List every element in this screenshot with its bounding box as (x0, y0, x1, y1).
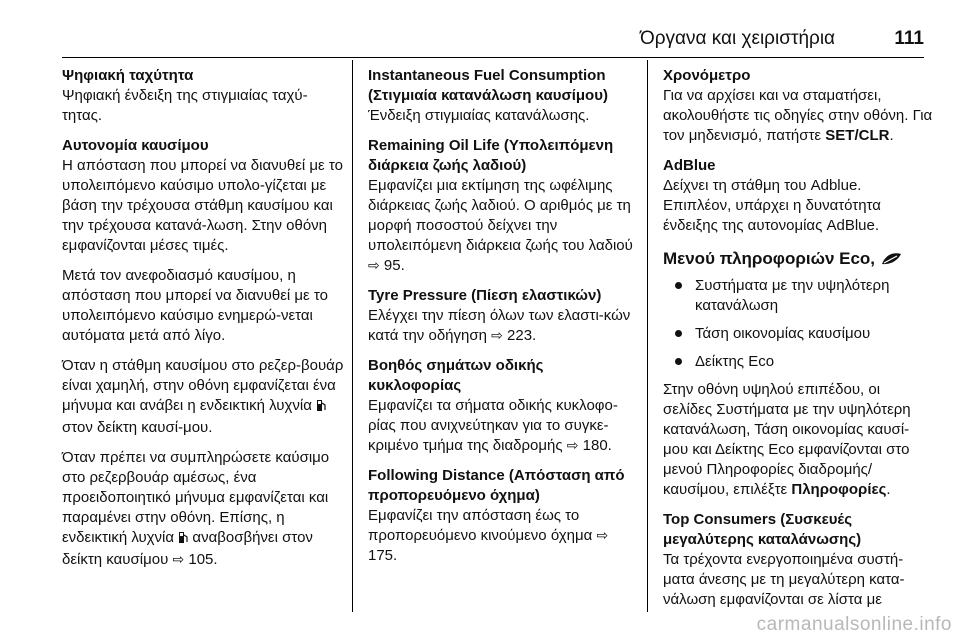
paragraph: Στην οθόνη υψηλού επιπέδου, οι σελίδες Συστήματα με την υψηλότερη κατανάλωση, Τάση οικονομίας καυσί-μου και Δείκτης Eco εμφανίζονται στο μενού Πληροφορίες διαδρομής/ καυσίμου, επιλέξτε Πληροφορίες. (663, 381, 911, 498)
paragraph-low-fuel (62, 356, 346, 438)
paragraph: Δείχνει τη στάθμη του Adblue. Επιπλέον, υπάρχει η δυνατότητα ένδειξης της αυτονομίας AdBlue. (663, 177, 881, 234)
heading-following-distance: Following Distance (Απόσταση από προπορευόμενο όχημα) (368, 467, 625, 504)
page-reference-icon: ⇨ (596, 528, 609, 544)
paragraph (368, 176, 640, 276)
paragraph (368, 396, 640, 456)
list-item (663, 352, 933, 372)
page-reference[interactable]: 95. (383, 257, 405, 274)
paragraph-text: Εμφανίζει την απόσταση έως το προπορευόμενο κινούμενο όχημα (368, 507, 593, 544)
paragraph-text: Όταν πρέπει να συμπληρώσετε καύσιμο στο ρεζερβουάρ αμέσως, ένα προειδοποιητικό μήνυμα εμφανίζεται και παραμένει στην οθόνη. Επίσης, η ενδεικτική λυχνία (62, 449, 330, 546)
paragraph (368, 506, 640, 566)
paragraph: Τα τρέχοντα ενεργοποιημένα συστή-ματα άνεσης με τη μεγαλύτερη κατα-νάλωση εμφανίζονται σε λίστα με (663, 551, 905, 608)
heading-stopwatch: Χρονόμετρο (663, 67, 751, 84)
heading-oil-life: Remaining Oil Life (Υπολειπόμενη διάρκεια ζωής λαδιού) (368, 137, 614, 174)
section-heading-text: Μενού πληροφοριών Eco, (663, 249, 876, 268)
column-1 (62, 66, 346, 570)
eco-leaf-icon (880, 250, 902, 272)
list-item (663, 324, 933, 344)
paragraph-text: Στην οθόνη υψηλού επιπέδου, οι σελίδες Συστήματα με την υψηλότερη κατανάλωση, Τάση οικονομίας καυσί-μου και Δείκτης Eco εμφανίζονται στο μενού Πληροφορίες διαδρομής/ καυσίμου, επιλέξτε (663, 381, 911, 498)
bullet-icon (675, 358, 682, 365)
paragraph: Ψηφιακή ένδειξη της στιγμιαίας ταχύ-τητας. (62, 87, 308, 124)
paragraph: Για να αρχίσει και να σταματήσει, ακολουθήστε τις οδηγίες στην οθόνη. Για τον μηδενισμό, πατήστε SET/CLR. (663, 87, 933, 144)
page-reference[interactable]: 180. (582, 437, 612, 454)
page-number: 111 (894, 28, 924, 49)
list-item-text: Συστήματα με την υψηλότερη κατανάλωση (695, 277, 890, 314)
list-item-text: Τάση οικονομίας καυσίμου (695, 325, 871, 342)
heading-traffic-sign-assistant: Βοηθός σημάτων οδικής κυκλοφορίας (368, 357, 544, 394)
column-2 (368, 66, 640, 566)
paragraph-text: αναβοσβήνει στον δείκτη καυσίμου (62, 529, 313, 568)
page-reference-icon: ⇨ (491, 328, 503, 344)
bullet-icon (675, 330, 682, 337)
heading-top-consumers: Top Consumers (Συσκευές μεγαλύτερης καταλάνωσης) (663, 511, 862, 548)
column-3 (663, 66, 933, 610)
page-reference[interactable]: 175. (368, 547, 398, 564)
column-divider (647, 60, 648, 612)
paragraph: Μετά τον ανεφοδιασμό καυσίμου, η απόσταση που μπορεί να διανυθεί με το υπολειπόμενο καύσιμο ενημερώ-νεται αυτόματα μετά από λίγο. (62, 267, 328, 344)
heading-adblue: AdBlue (663, 157, 716, 174)
heading-instant-consumption: Instantaneous Fuel Consumption (Στιγμιαία κατανάλωση καυσίμου) (368, 67, 608, 104)
fuel-pump-icon (178, 530, 188, 550)
paragraph-refuel (62, 448, 346, 570)
page-reference[interactable]: 105. (188, 551, 218, 568)
bullet-icon (675, 282, 682, 289)
watermark: carmanualsonline.info (756, 614, 952, 635)
menu-name: Πληροφορίες (791, 481, 887, 498)
eco-menu-list (663, 276, 933, 372)
page-reference-icon: ⇨ (566, 438, 579, 454)
column-divider (352, 60, 353, 612)
paragraph-text: Εμφανίζει μια εκτίμηση της ωφέλιμης διάρκειας ζωής λαδιού. Ο αριθμός με τη μορφή ποσοστού δείχνει την υπολειπόμενη διάρκεια ζωής του λαδιού (368, 177, 633, 254)
heading-tyre-pressure: Tyre Pressure (Πίεση ελαστικών) (368, 287, 602, 304)
header-rule (62, 57, 924, 58)
paragraph-text: στον δείκτη καυσί-μου. (62, 419, 213, 436)
list-item (663, 276, 933, 316)
page-reference-icon: ⇨ (368, 258, 380, 274)
paragraph-text: Όταν η στάθμη καυσίμου στο ρεζερ-βουάρ είναι χαμηλή, στην οθόνη εμφανίζεται ένα μήνυμα και ανάβει η ενδεικτική λυχνία (62, 357, 344, 414)
paragraph: Ένδειξη στιγμιαίας κατανάλωσης. (368, 107, 590, 124)
section-heading-eco-menu (663, 248, 933, 272)
paragraph-text: Εμφανίζει τα σήματα οδικής κυκλοφο-ρίας που ανιχνεύτηκαν για το συγκε-κριμένο τμήμα της διαδρομής (368, 397, 618, 454)
paragraph-text: Για να αρχίσει και να σταματήσει, ακολουθήστε τις οδηγίες στην οθόνη. Για τον μηδενισμό, πατήστε (663, 87, 933, 144)
fuel-pump-icon (316, 398, 326, 418)
page-reference[interactable]: 223. (507, 327, 537, 344)
list-item-text: Δείκτης Eco (695, 353, 775, 370)
paragraph: Η απόσταση που μπορεί να διανυθεί με το υπολειπόμενο καύσιμο υπολο-γίζεται με βάση την τρέχουσα στάθμη καυσίμου και την τρέχουσα κατανά-λωση. Στην οθόνη εμφανίζονται μέσες τιμές. (62, 157, 343, 254)
paragraph (368, 306, 640, 346)
page-reference-icon: ⇨ (172, 552, 185, 568)
heading-digital-speed: Ψηφιακή ταχύτητα (62, 67, 194, 84)
heading-fuel-range: Αυτονομία καυσίμου (62, 137, 209, 154)
paragraph-text: Ελέγχει την πίεση όλων των ελαστι-κών κατά την οδήγηση (368, 307, 631, 344)
page-title: Όργανα και χειριστήρια (640, 28, 836, 49)
button-name: SET/CLR (825, 127, 890, 144)
